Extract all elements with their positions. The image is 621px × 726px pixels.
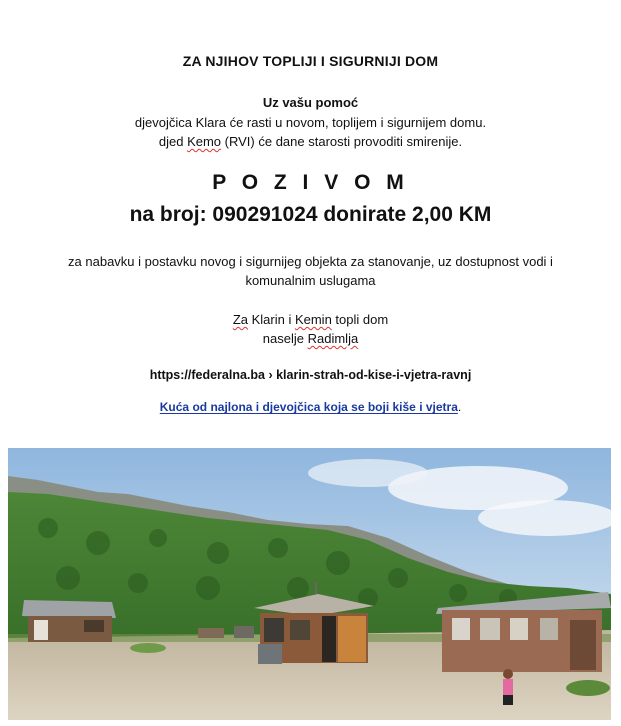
settlement-photo-illustration: [8, 448, 611, 720]
intro-line-kemo: [0, 134, 621, 149]
dedication-kemin: Kemin: [294, 312, 332, 327]
article-link-line: [0, 400, 621, 414]
dedication-line: [0, 312, 621, 327]
flyer-heading: ZA NJIHOV TOPLIJI I SIGURNIJI DOM: [182, 53, 439, 69]
settlement-label: naselje: [262, 331, 308, 346]
settlement-line: [0, 331, 621, 346]
settlement-name: Radimlja: [307, 331, 359, 346]
purpose-line-1: za nabavku i postavku novog i sigurnijeg objekta za stanovanje, uz dostupnost vodi i: [68, 254, 553, 269]
call-label: P O Z I V O M: [212, 171, 409, 194]
source-url[interactable]: https://federalna.ba › klarin-strah-od-kise-i-vjetra-ravnj: [149, 368, 472, 382]
dedication-za: Za: [232, 312, 248, 327]
article-link[interactable]: Kuća od najlona i djevojčica koja se boji kiše i vjetra: [159, 400, 458, 414]
donation-number-line: na broj: 090291024 donirate 2,00 KM: [129, 203, 492, 226]
settlement-photo: [8, 448, 611, 720]
intro-line-kemo-prefix: djed: [158, 134, 188, 149]
intro-name-kemo: Kemo: [187, 134, 222, 149]
article-link-period: .: [457, 400, 462, 414]
dedication-klarin: Klarin i: [247, 312, 295, 327]
purpose-line-2: komunalnim uslugama: [245, 273, 376, 288]
intro-line-klara: djevojčica Klara će rasti u novom, toplijem i sigurnijem domu.: [134, 115, 487, 130]
intro-line-kemo-suffix: (RVI) će dane starosti provoditi smirenije.: [221, 134, 463, 149]
intro-bold-line: Uz vašu pomoć: [262, 95, 359, 110]
dedication-rest: topli dom: [331, 312, 389, 327]
